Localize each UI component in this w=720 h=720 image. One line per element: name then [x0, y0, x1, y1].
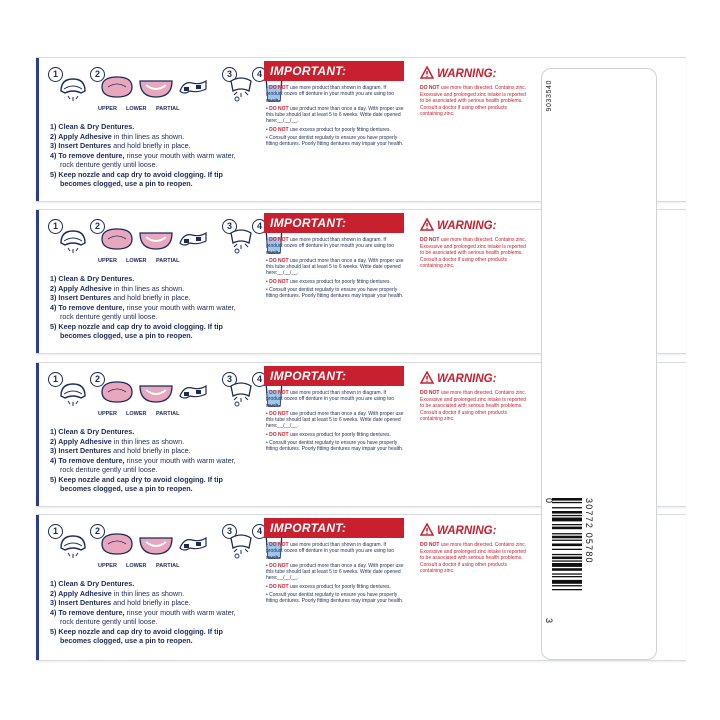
instruction-line: 1) Clean & Dry Dentures. [50, 274, 135, 283]
label-partial: PARTIAL [156, 411, 180, 417]
step-number: 3 [222, 67, 237, 82]
clean-denture-icon [58, 530, 88, 560]
step-number: 4 [252, 372, 267, 387]
lower-denture-icon [138, 534, 174, 556]
partial-denture-icon [178, 534, 208, 556]
instruction-line: becomes clogged, use a pin to reopen. [60, 331, 193, 340]
instruction-line: 2) Apply Adhesive in thin lines as shown. [50, 283, 185, 293]
barcode-left-digit: 0 [544, 498, 554, 504]
instruction-line: rock denture gently until loose. [60, 617, 158, 626]
step-number: 2 [90, 372, 105, 387]
instruction-line: 4) To remove denture, rinse your mouth with warm water, [50, 302, 236, 312]
warning-box [420, 66, 530, 118]
barcode-bar [552, 527, 582, 530]
label-partial: PARTIAL [156, 106, 180, 112]
instruction-line: 2) Apply Adhesive in thin lines as shown. [50, 131, 185, 141]
instruction-line: 1) Clean & Dry Dentures. [50, 427, 135, 436]
barcode-bar [552, 554, 582, 555]
label-upper: UPPER [98, 411, 117, 417]
step-number: 4 [252, 524, 267, 539]
panel-edge [36, 515, 39, 660]
instruction-line: rock denture gently until loose. [60, 312, 158, 321]
barcode-bar [552, 515, 582, 516]
label-partial: PARTIAL [156, 258, 180, 264]
instruction-line: rock denture gently until loose. [60, 465, 158, 474]
barcode-bar [552, 568, 582, 571]
warning-title: WARNING: [420, 371, 530, 387]
important-box [264, 518, 404, 607]
step-number: 1 [48, 524, 63, 539]
important-title: IMPORTANT: [264, 366, 404, 386]
important-body: • DO NOT use more product than shown in diagram. If product oozes off denture in your mouth you are using too much. • DO NOT use product more than once a day. With proper use this tube should last at least 5 to 6 weeks. Write date opened here:__/__/__. • DO NOT use excess product for poorly fitting dentures. • Consult your dentist regularly to ensure you have properly fitting dentures. Poorly fitting dentures may impair your health. [266, 390, 404, 453]
partial-denture-icon [178, 229, 208, 251]
step-number: 3 [222, 372, 237, 387]
barcode-bar [552, 549, 582, 550]
insert-denture-icon [228, 73, 254, 103]
warning-box [420, 371, 530, 423]
product-code: 9033540 [546, 80, 553, 112]
upper-denture-icon [100, 380, 134, 404]
panel-edge [36, 210, 39, 353]
lower-denture-icon [138, 382, 174, 404]
step-number: 2 [90, 67, 105, 82]
instruction-line: 5) Keep nozzle and cap dry to avoid clogging. If tip [50, 474, 223, 484]
instruction-line: rock denture gently until loose. [60, 160, 158, 169]
instruction-line: 2) Apply Adhesive in thin lines as shown. [50, 436, 185, 446]
instruction-line: 5) Keep nozzle and cap dry to avoid clogging. If tip [50, 626, 223, 636]
lower-denture-icon [138, 77, 174, 99]
barcode-bar [552, 557, 582, 560]
step-number: 3 [222, 219, 237, 234]
important-box [264, 366, 404, 455]
step-number: 2 [90, 524, 105, 539]
instruction-line: becomes clogged, use a pin to reopen. [60, 179, 193, 188]
label-lower: LOWER [126, 258, 147, 264]
step-number: 4 [252, 219, 267, 234]
warning-box [420, 218, 530, 270]
instructions [50, 579, 278, 646]
barcode-bar [552, 563, 582, 567]
warning-title: WARNING: [420, 66, 530, 82]
barcode-bar [552, 524, 582, 525]
important-body: • DO NOT use more product than shown in diagram. If product oozes off denture in your mouth you are using too much. • DO NOT use product more than once a day. With proper use this tube should last at least 5 to 6 weeks. Write date opened here:__/__/__. • DO NOT use excess product for poorly fitting dentures. • Consult your dentist regularly to ensure you have properly fitting dentures. Poorly fitting dentures may impair your health. [266, 237, 404, 300]
steps-diagram [48, 67, 288, 105]
partial-denture-icon [178, 77, 208, 99]
warning-box [420, 523, 530, 575]
label-lower: LOWER [126, 563, 147, 569]
steps-diagram [48, 524, 288, 562]
important-box [264, 213, 404, 302]
barcode-bar [552, 533, 582, 534]
insert-denture-icon [228, 378, 254, 408]
upper-denture-icon [100, 75, 134, 99]
partial-denture-icon [178, 382, 208, 404]
barcode-bar [552, 573, 582, 574]
step-number: 2 [90, 219, 105, 234]
important-body: • DO NOT use more product than shown in diagram. If product oozes off denture in your mouth you are using too much. • DO NOT use product more than once a day. With proper use this tube should last at least 5 to 6 weeks. Write date opened here:__/__/__. • DO NOT use excess product for poorly fitting dentures. • Consult your dentist regularly to ensure you have properly fitting dentures. Poorly fitting dentures may impair your health. [266, 542, 404, 605]
warning-triangle-icon [420, 66, 434, 79]
instruction-line: becomes clogged, use a pin to reopen. [60, 636, 193, 645]
important-title: IMPORTANT: [264, 518, 404, 538]
barcode-bar [552, 585, 582, 586]
instruction-line: 3) Insert Dentures and hold briefly in place. [50, 598, 191, 607]
step-number: 1 [48, 67, 63, 82]
instruction-line: 5) Keep nozzle and cap dry to avoid clogging. If tip [50, 169, 223, 179]
barcode [552, 498, 582, 626]
step-number: 1 [48, 219, 63, 234]
steps-diagram [48, 219, 288, 257]
label-upper: UPPER [98, 258, 117, 264]
barcode-bar [552, 580, 582, 584]
instruction-line: 4) To remove denture, rinse your mouth with warm water, [50, 150, 236, 160]
insert-denture-icon [228, 225, 254, 255]
instruction-line: 4) To remove denture, rinse your mouth with warm water, [50, 607, 236, 617]
panel-edge [36, 363, 39, 506]
steps-diagram [48, 372, 288, 410]
warning-body: DO NOT use more than directed. Contains zinc. Excessive and prolonged zinc intake is reported to be associated with serious health problems. Consult a doctor if using other products containing zinc. [420, 237, 527, 269]
important-box [264, 61, 404, 150]
barcode-bar [552, 498, 582, 501]
important-title: IMPORTANT: [264, 213, 404, 233]
barcode-bar [552, 507, 582, 508]
instruction-line: 1) Clean & Dry Dentures. [50, 122, 135, 131]
label-upper: UPPER [98, 563, 117, 569]
step-number: 3 [222, 524, 237, 539]
barcode-bar [552, 540, 582, 541]
barcode-bar [552, 589, 582, 590]
panel-edge [36, 58, 39, 201]
instruction-line: 2) Apply Adhesive in thin lines as shown. [50, 588, 185, 598]
instruction-line: 3) Insert Dentures and hold briefly in place. [50, 141, 191, 150]
warning-body: DO NOT use more than directed. Contains zinc. Excessive and prolonged zinc intake is reported to be associated with serious health problems. Consult a doctor if using other products containing zinc. [420, 85, 527, 117]
step-number: 4 [252, 67, 267, 82]
barcode-bar [552, 511, 582, 514]
instructions [50, 122, 278, 189]
instruction-line: 3) Insert Dentures and hold briefly in place. [50, 446, 191, 455]
barcode-bar [552, 576, 582, 577]
warning-triangle-icon [420, 523, 434, 536]
instruction-line: 3) Insert Dentures and hold briefly in place. [50, 293, 191, 302]
barcode-bar [552, 544, 582, 547]
clean-denture-icon [58, 378, 88, 408]
warning-title: WARNING: [420, 523, 530, 539]
instruction-line: 5) Keep nozzle and cap dry to avoid clogging. If tip [50, 321, 223, 331]
important-title: IMPORTANT: [264, 61, 404, 81]
barcode-bar [552, 518, 582, 522]
step-number: 1 [48, 372, 63, 387]
label-upper: UPPER [98, 106, 117, 112]
upper-denture-icon [100, 532, 134, 556]
instruction-line: becomes clogged, use a pin to reopen. [60, 484, 193, 493]
warning-triangle-icon [420, 371, 434, 384]
instruction-line: 4) To remove denture, rinse your mouth with warm water, [50, 455, 236, 465]
barcode-bar [552, 560, 582, 561]
upper-denture-icon [100, 227, 134, 251]
lower-denture-icon [138, 229, 174, 251]
label-lower: LOWER [126, 106, 147, 112]
clean-denture-icon [58, 73, 88, 103]
instructions [50, 274, 278, 341]
barcode-right-digit: 3 [544, 618, 554, 624]
important-body: • DO NOT use more product than shown in diagram. If product oozes off denture in your mouth you are using too much. • DO NOT use product more than once a day. With proper use this tube should last at least 5 to 6 weeks. Write date opened here:__/__/__. • DO NOT use excess product for poorly fitting dentures. • Consult your dentist regularly to ensure you have properly fitting dentures. Poorly fitting dentures may impair your health. [266, 85, 404, 148]
warning-body: DO NOT use more than directed. Contains zinc. Excessive and prolonged zinc intake is reported to be associated with serious health problems. Consult a doctor if using other products containing zinc. [420, 390, 527, 422]
insert-denture-icon [228, 530, 254, 560]
warning-triangle-icon [420, 218, 434, 231]
instruction-line: 1) Clean & Dry Dentures. [50, 579, 135, 588]
clean-denture-icon [58, 225, 88, 255]
label-partial: PARTIAL [156, 563, 180, 569]
label-lower: LOWER [126, 411, 147, 417]
instructions [50, 427, 278, 494]
barcode-bar [552, 536, 582, 539]
barcode-digits: 30772 05780 [584, 498, 594, 564]
warning-body: DO NOT use more than directed. Contains zinc. Excessive and prolonged zinc intake is reported to be associated with serious health problems. Consult a doctor if using other products containing zinc. [420, 542, 527, 574]
barcode-bar [552, 502, 582, 503]
warning-title: WARNING: [420, 218, 530, 234]
